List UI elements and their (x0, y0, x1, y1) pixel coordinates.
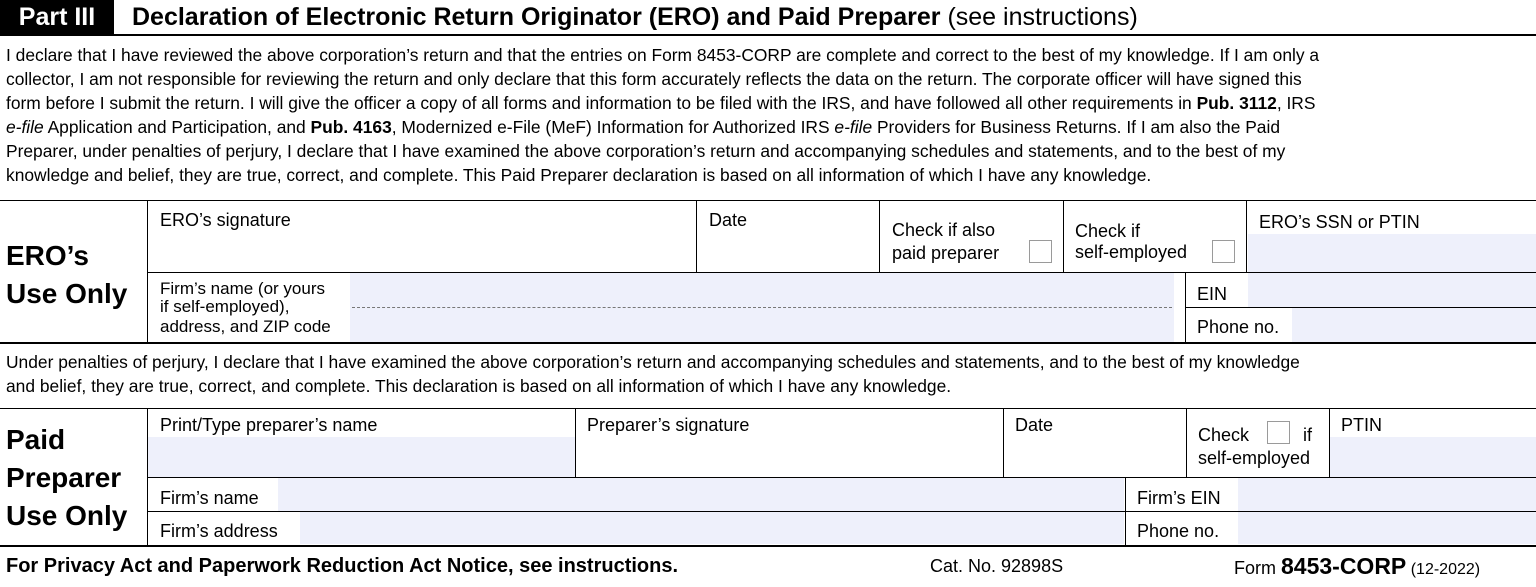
preparer-declaration-line: and belief, they are true, correct, and complete. This declaration is based on all information of which I have any knowledge. (6, 376, 952, 396)
ero-phone-field[interactable] (1292, 308, 1536, 342)
ero-ein-label: EIN (1197, 284, 1228, 304)
privacy-notice: For Privacy Act and Paperwork Reduction Act Notice, see instructions. (6, 555, 679, 577)
ero-declaration-line: knowledge and belief, they are true, correct, and complete. This Paid Preparer declaration is based on all information of which I have any knowledge. (6, 165, 1152, 185)
preparer-date-label: Date (1015, 415, 1054, 435)
preparer-heading-line3: Use Only (6, 500, 128, 531)
ero-heading-line2: Use Only (6, 278, 128, 309)
preparer-phone-label: Phone no. (1137, 521, 1220, 541)
part-title-main: Declaration of Electronic Return Originator (ERO) and Paid Preparer (132, 3, 941, 31)
preparer-heading-line1: Paid (6, 424, 66, 455)
form-revision: (12-2022) (1406, 561, 1481, 578)
preparer-self-employed-checkbox[interactable] (1267, 421, 1290, 444)
ero-paid-preparer-label-2: paid preparer (892, 243, 1000, 263)
ero-phone-label: Phone no. (1197, 317, 1280, 337)
preparer-firm-address-field[interactable] (300, 512, 1124, 544)
preparer-name-label: Print/Type preparer’s name (160, 415, 378, 435)
ero-ein-field[interactable] (1248, 273, 1536, 307)
preparer-firm-name-label: Firm’s name (160, 488, 259, 508)
preparer-check-if-label: if (1303, 425, 1312, 445)
form-id: Form 8453-CORP (12-2022) (1234, 553, 1481, 579)
catalog-number: Cat. No. 92898S (930, 556, 1064, 576)
ero-self-employed-checkbox[interactable] (1212, 240, 1235, 263)
preparer-firm-ein-field[interactable] (1238, 478, 1536, 511)
preparer-ptin-field[interactable] (1330, 437, 1536, 477)
ero-declaration-line: collector, I am not responsible for reviewing the return and only declare that this form accurately reflects the data on the return. The corporate officer will have signed this (6, 69, 1302, 89)
preparer-phone-field[interactable] (1238, 512, 1536, 544)
preparer-heading-line2: Preparer (6, 462, 122, 493)
ero-declaration-line: Preparer, under penalties of perjury, I declare that I have examined the above corporation’s return and accompanying schedules and statements, and to the best of my (6, 141, 1286, 161)
preparer-firm-address-label: Firm’s address (160, 521, 278, 541)
ero-ssn-ptin-field[interactable] (1248, 234, 1536, 272)
ero-ssn-ptin-label: ERO’s SSN or PTIN (1259, 212, 1420, 232)
preparer-ptin-label: PTIN (1341, 415, 1383, 435)
ero-self-employed-label-1: Check if (1075, 221, 1141, 241)
preparer-check-label: Check (1198, 425, 1250, 445)
ero-firm-label-3: address, and ZIP code (160, 317, 331, 336)
preparer-self-employed-label: self-employed (1198, 448, 1311, 468)
ero-heading-line1: ERO’s (6, 240, 89, 271)
preparer-signature-label: Preparer’s signature (587, 415, 750, 435)
ero-signature-label: ERO’s signature (160, 210, 291, 230)
pub-4163-ref: Pub. 4163 (310, 117, 392, 137)
preparer-declaration-line: Under penalties of perjury, I declare that I have examined the above corporation’s return and accompanying schedules and statements, and to the best of my knowledge (6, 352, 1300, 372)
ero-declaration-line: e-file Application and Participation, and Pub. 4163, Modernized e-File (MeF) Information for Authorized IRS e-file Providers for Business Returns. If I am also the Paid (6, 117, 1281, 137)
ero-self-employed-label-2: self-employed (1075, 242, 1188, 262)
form-number: 8453-CORP (1281, 553, 1407, 579)
part-title-suffix: (see instructions) (940, 3, 1138, 31)
ero-declaration-line: form before I submit the return. I will give the officer a copy of all forms and information to be filed with the IRS, and have followed all other requirements in Pub. 3112, IRS (6, 93, 1316, 113)
ero-paid-preparer-label-1: Check if also (892, 220, 996, 240)
ero-paid-preparer-checkbox[interactable] (1029, 240, 1052, 263)
preparer-firm-name-field[interactable] (278, 478, 1124, 511)
pub-3112-ref: Pub. 3112 (1196, 93, 1277, 113)
ero-declaration-line: I declare that I have reviewed the above corporation’s return and that the entries on Form 8453-CORP are complete and correct to the best of my knowledge. If I am only a (6, 45, 1320, 65)
preparer-name-field[interactable] (148, 437, 575, 477)
ero-date-label: Date (709, 210, 748, 230)
part-title (132, 0, 1138, 35)
ero-firm-label-1: Firm’s name (or yours (160, 279, 325, 298)
ero-firm-label-2: if self-employed), (160, 297, 290, 316)
part-label: Part III (0, 0, 114, 35)
preparer-firm-ein-label: Firm’s EIN (1137, 488, 1221, 508)
